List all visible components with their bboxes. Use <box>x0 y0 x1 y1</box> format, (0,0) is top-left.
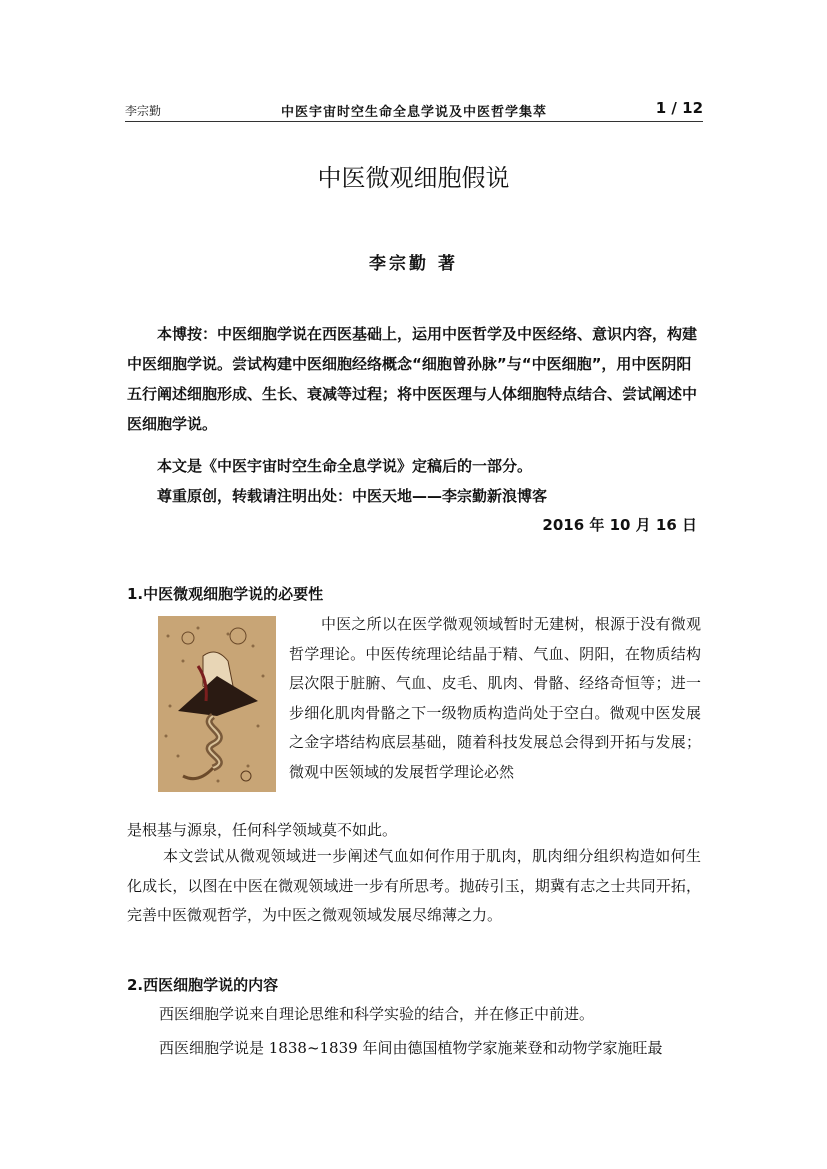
document-title: 中医微观细胞假说 <box>317 164 510 192</box>
section-1-paragraph-2: 本文尝试从微观领域进一步阐述气血如何作用于肌肉，肌肉细分组织构造如何生化成长，以图在中医在微观领域进一步有所思考。抛砖引玉，期冀有志之士共同开拓，完善中医微观哲学，为中医之微观领域发展尽绵薄之力。 <box>127 847 701 924</box>
section-1-paragraph-1-tail: 是根基与源泉，任何科学领域莫不如此。 <box>127 821 398 839</box>
date: 2016 年 10 月 16 日 <box>542 516 697 534</box>
section-1-paragraph-1: 中医之所以在医学微观领域暂时无建树，根源于没有微观哲学理论。中医传统理论结晶于精、气血、阴阳，在物质结构层次限于脏腑、气血、皮毛、肌肉、骨骼、经络奇恒等；进一步细化肌肉骨骼之下一级物质构造尚处于空白。微观中医发展之金字塔结构底层基础，随着科技发展总会得到开拓与发展；微观中医领域的发展哲学理论必然 <box>289 615 701 781</box>
page-number: 1 / 12 <box>655 99 703 117</box>
section-2-heading: 2.西医细胞学说的内容 <box>127 976 279 994</box>
anatomical-painting-image <box>158 616 276 792</box>
section-2-paragraph-2: 西医细胞学说是 1838~1839 年间由德国植物学家施莱登和动物学家施旺最 <box>159 1039 663 1057</box>
note-paragraph: 本文是《中医宇宙时空生命全息学说》定稿后的一部分。 <box>157 457 533 475</box>
preface-paragraph: 本博按：中医细胞学说在西医基础上，运用中医哲学及中医经络、意识内容，构建中医细胞学说。尝试构建中医细胞经络概念“细胞曾孙脉”与“中医细胞”，用中医阴阳五行阐述细胞形成、生长、衰减等过程；将中医医理与人体细胞特点结合、尝试阐述中医细胞学说。 <box>127 325 698 433</box>
section-1-heading: 1.中医微观细胞学说的必要性 <box>127 585 324 603</box>
page-header <box>125 96 703 122</box>
header-title: 中医宇宙时空生命全息学说及中医哲学集萃 <box>280 105 547 120</box>
painting-icon <box>158 616 276 792</box>
section-2-paragraph-1: 西医细胞学说来自理论思维和科学实验的结合，并在修正中前进。 <box>159 1005 595 1023</box>
copyright-notice: 尊重原创，转载请注明出处：中医天地——李宗勤新浪博客 <box>157 487 548 505</box>
byline: 李宗勤 著 <box>369 254 458 274</box>
header-rule <box>125 121 703 122</box>
header-author: 李宗勤 <box>125 104 162 118</box>
